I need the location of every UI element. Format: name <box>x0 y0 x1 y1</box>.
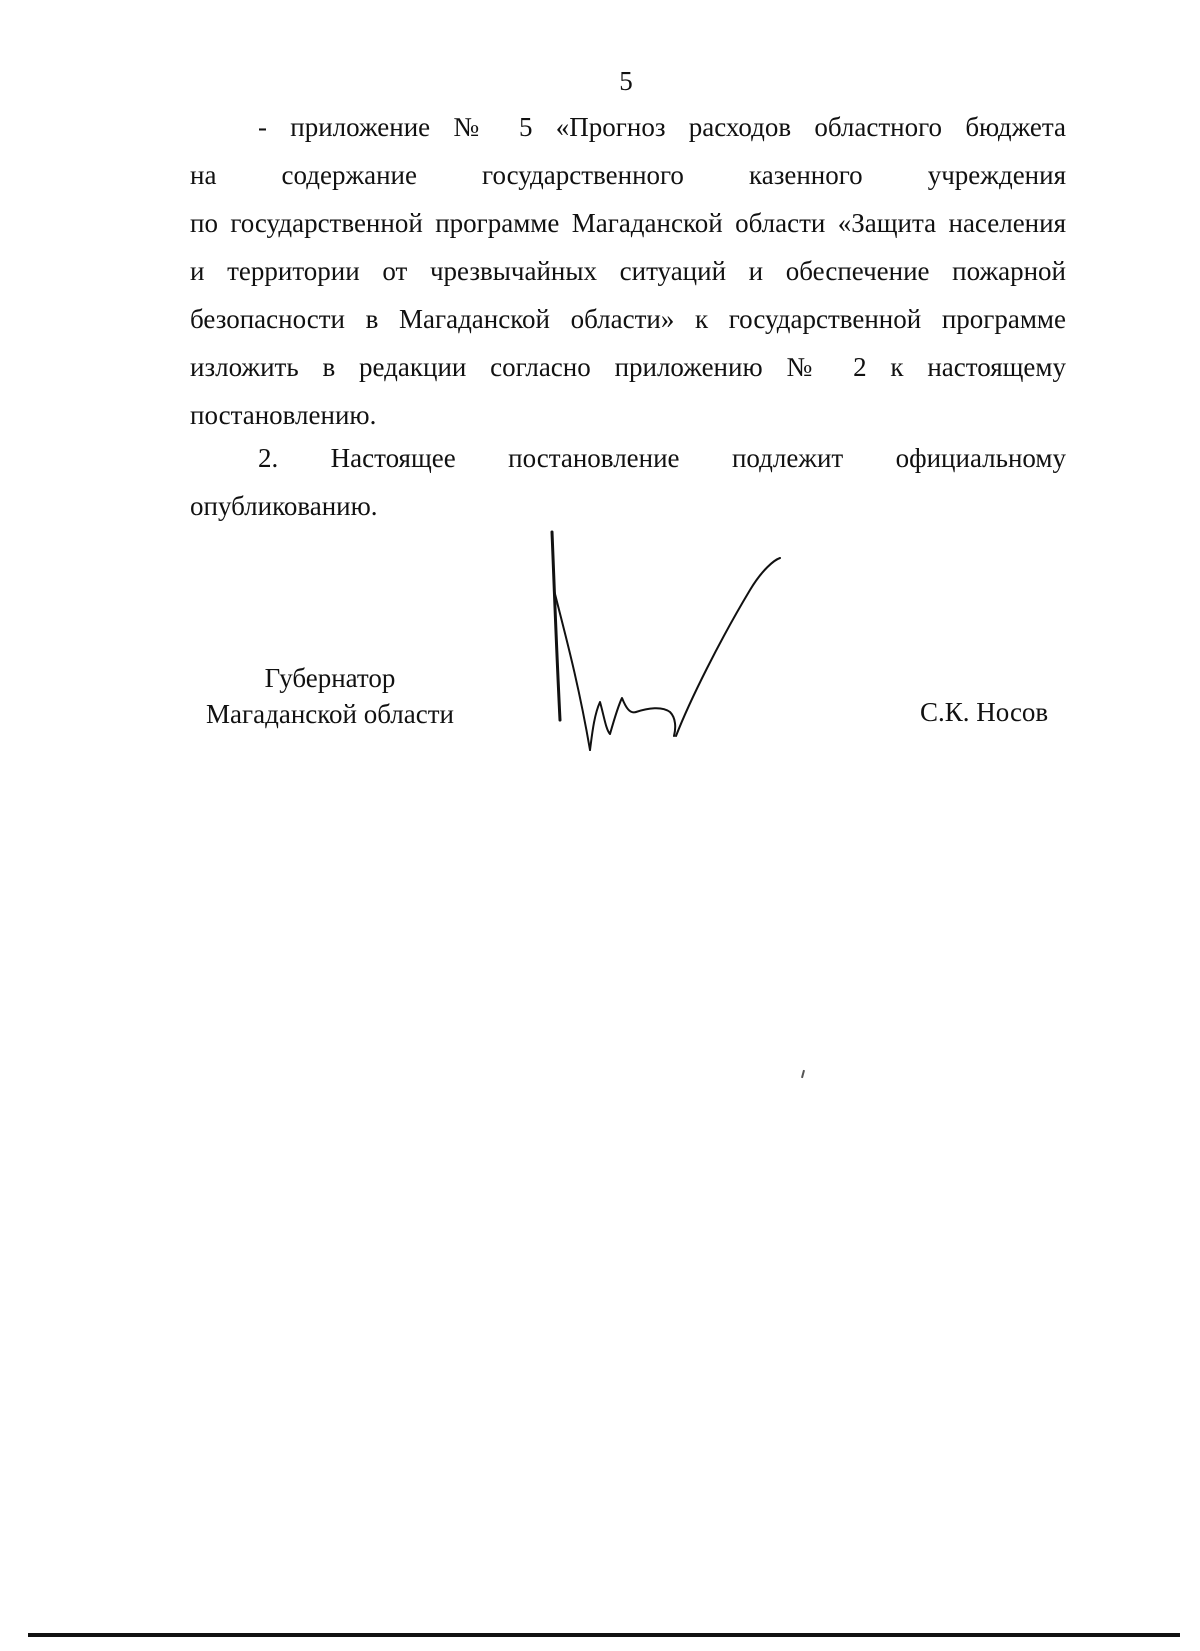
paragraph-line: 2. Настоящее постановление подлежит официальному <box>258 443 1066 473</box>
paragraph-line: постановлению. <box>190 400 377 430</box>
signatory-title-line: Губернатор <box>264 663 396 693</box>
signatory-name: С.К. Носов <box>920 697 1049 727</box>
handwritten-signature <box>530 520 830 760</box>
paragraph-publication <box>190 434 1066 530</box>
signatory-title-line: Магаданской области <box>206 699 454 729</box>
paragraph-appendix-5 <box>190 103 1066 439</box>
paragraph-line: - приложение № 5 «Прогноз расходов областного бюджета <box>258 112 1066 142</box>
paragraph-line: и территории от чрезвычайных ситуаций и обеспечение пожарной <box>190 256 1066 286</box>
paragraph-line: безопасности в Магаданской области» к государственной программе <box>190 304 1066 334</box>
paragraph-line: изложить в редакции согласно приложению № 2 к настоящему <box>190 352 1066 382</box>
paragraph-line: по государственной программе Магаданской области «Защита населения <box>190 208 1066 238</box>
paragraph-line: опубликованию. <box>190 491 378 521</box>
page-number: 5 <box>619 66 633 96</box>
signatory-title <box>190 660 470 732</box>
scan-speck <box>801 1070 805 1078</box>
paragraph-line: на содержание государственного казенного учреждения <box>190 160 1066 190</box>
page-bottom-rule <box>28 1633 1180 1637</box>
